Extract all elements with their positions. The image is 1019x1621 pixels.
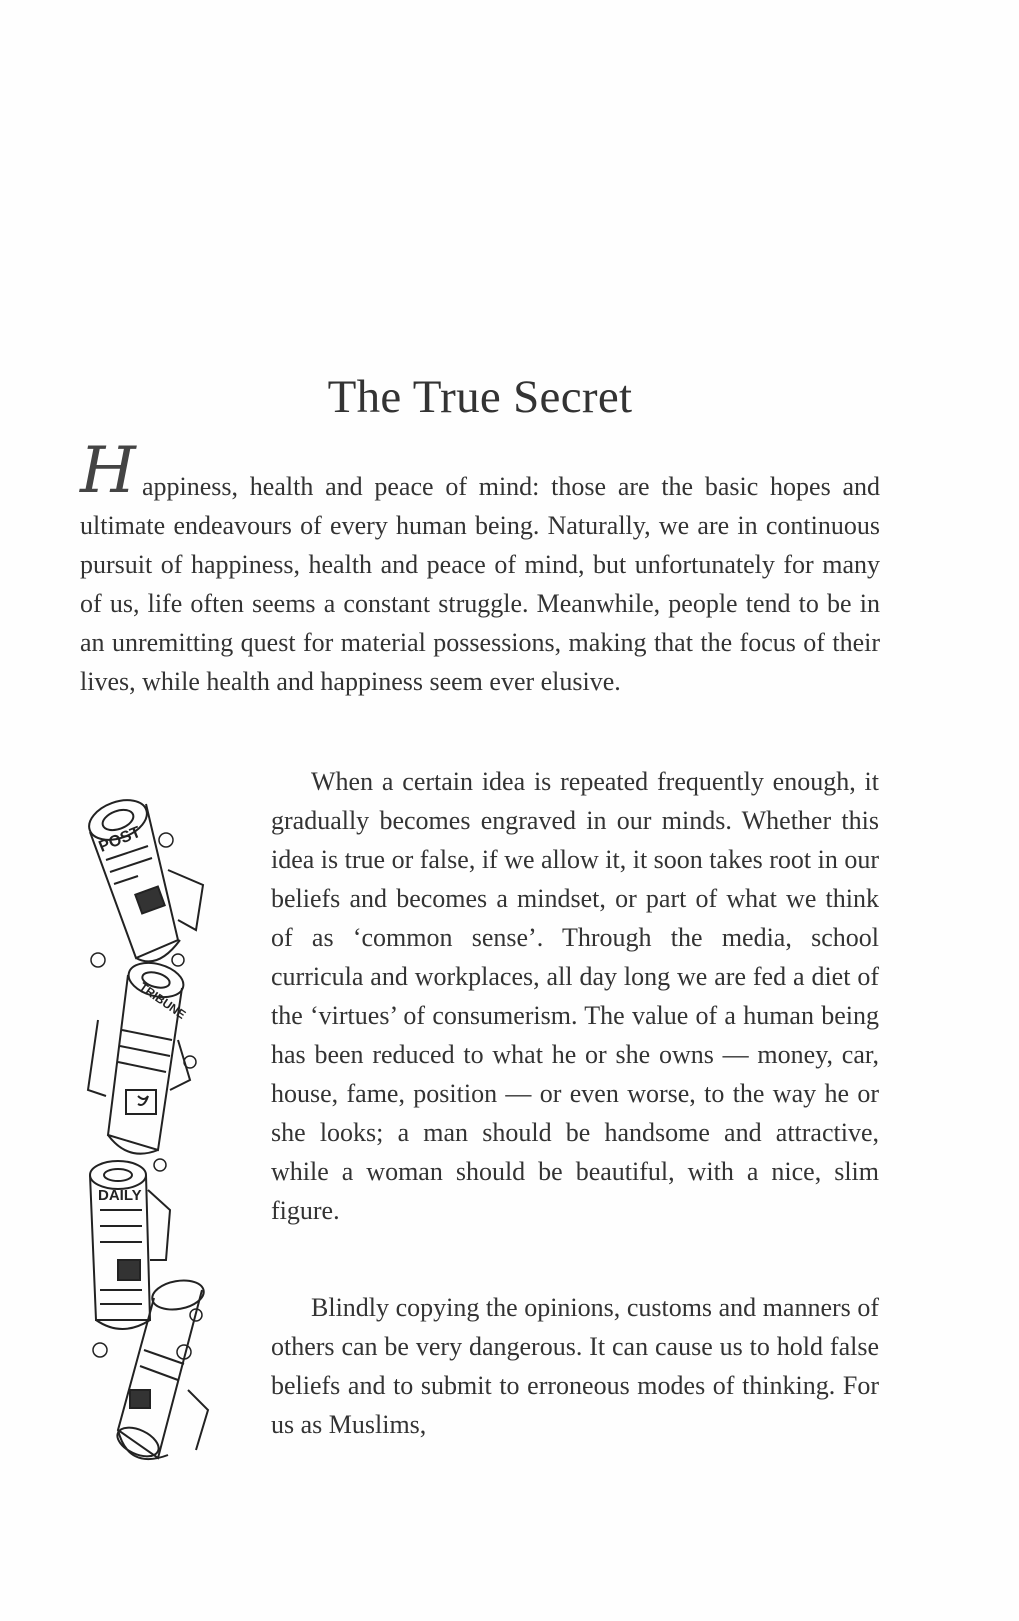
rolled-newspapers-illustration <box>78 790 223 1470</box>
newspaper-tribune <box>88 957 190 1153</box>
post-label: POST <box>96 823 144 856</box>
newspaper-post <box>84 793 203 962</box>
body-paragraph-2: When a certain idea is repeated frequently enough, it gradually becomes engraved in our minds. Whether this idea is true or false, if we allow it, it soon takes root in our beliefs and becomes a mindset, or part of what we think of as ‘common sense’. Through the media, school curricula and workplaces, all day long we are fed a diet of the ‘virtues’ of consumerism. The value of a human being has been reduced to what he or she owns — money, car, house, fame, position — or even worse, to the way he or she looks; a man should be handsome and attractive, while a woman should be beautiful, with a nice, slim figure. <box>271 767 879 1225</box>
daily-label: DAILY <box>98 1187 142 1204</box>
newspaper-daily <box>90 1161 170 1329</box>
chapter-title: The True Secret <box>327 371 633 423</box>
body-paragraph-3: Blindly copying the opinions, customs and manners of others can be very dangerous. It can cause us to hold false beliefs and to submit to erroneous modes of thinking. For us as Muslims, <box>271 1293 879 1439</box>
drop-cap-container <box>80 434 142 508</box>
intro-text: appiness, health and peace of mind: those are the basic hopes and ultimate endeavours of every human being. Naturally, we are in continuous pursuit of happiness, health and peace of mind, but unfortunately for many of us, life often seems a constant struggle. Meanwhile, people tend to be in an unremitting quest for material possessions, making that the focus of their lives, while health and happiness seem ever elusive. <box>80 472 880 696</box>
intro-paragraph <box>80 434 880 701</box>
tribune-label: TRIBUNE <box>136 979 189 1022</box>
drop-cap: H <box>80 434 136 508</box>
